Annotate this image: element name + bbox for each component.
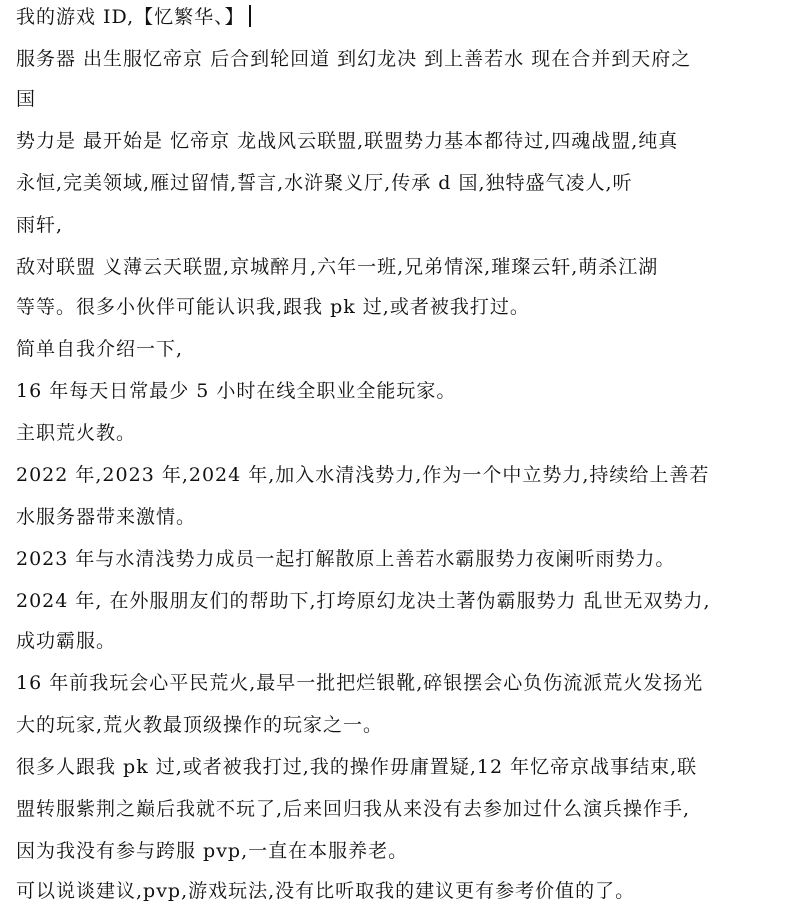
text-line-1 [16,4,251,30]
text-line-3: 国 [16,88,37,110]
text-line-7: 敌对联盟 义薄云天联盟,京城醉月,六年一班,兄弟情深,璀璨云轩,萌杀江湖 [16,256,659,278]
text-line-19: 很多人跟我 pk 过,或者被我打过,我的操作毋庸置疑,12 年忆帝京战事结束,联 [16,756,698,778]
text-line-2: 服务器 出生服忆帝京 后合到轮回道 到幻龙决 到上善若水 现在合并到天府之 [16,48,692,70]
line-text: 我的游戏 ID,【忆繁华、】 [16,6,245,28]
text-line-10: 16 年每天日常最少 5 小时在线全职业全能玩家。 [16,380,457,402]
text-line-22: 可以说谈建议,pvp,游戏玩法,没有比听取我的建议更有参考价值的了。 [16,880,636,902]
text-line-18: 大的玩家,荒火教最顶级操作的玩家之一。 [16,714,384,736]
text-line-12: 2022 年,2023 年,2024 年,加入水清浅势力,作为一个中立势力,持续给上善若 [16,464,710,486]
text-line-20: 盟转服紫荆之巅后我就不玩了,后来回归我从来没有去参加过什么演兵操作手, [16,798,691,820]
text-line-14: 2023 年与水清浅势力成员一起打解散原上善若水霸服势力夜阑听雨势力。 [16,548,676,570]
text-line-16: 成功霸服。 [16,630,117,652]
text-line-11: 主职荒火教。 [16,422,137,444]
text-line-9: 简单自我介绍一下, [16,338,184,360]
text-line-21: 因为我没有参与跨服 pvp,一直在本服养老。 [16,840,409,862]
text-line-17: 16 年前我玩会心平民荒火,最早一批把烂银靴,碎银摆会心负伤流派荒火发扬光 [16,672,704,694]
text-cursor [249,5,251,27]
text-line-13: 水服务器带来激情。 [16,506,197,528]
text-line-6: 雨轩, [16,214,64,236]
text-line-4: 势力是 最开始是 忆帝京 龙战风云联盟,联盟势力基本都待过,四魂战盟,纯真 [16,130,679,152]
text-line-8: 等等。很多小伙伴可能认识我,跟我 pk 过,或者被我打过。 [16,296,530,318]
text-line-15: 2024 年, 在外服朋友们的帮助下,打垮原幻龙决土著伪霸服势力 乱世无双势力, [16,590,711,612]
text-line-5: 永恒,完美领域,雁过留情,誓言,水浒聚义厅,传承 d 国,独特盛气凌人,听 [16,172,633,194]
